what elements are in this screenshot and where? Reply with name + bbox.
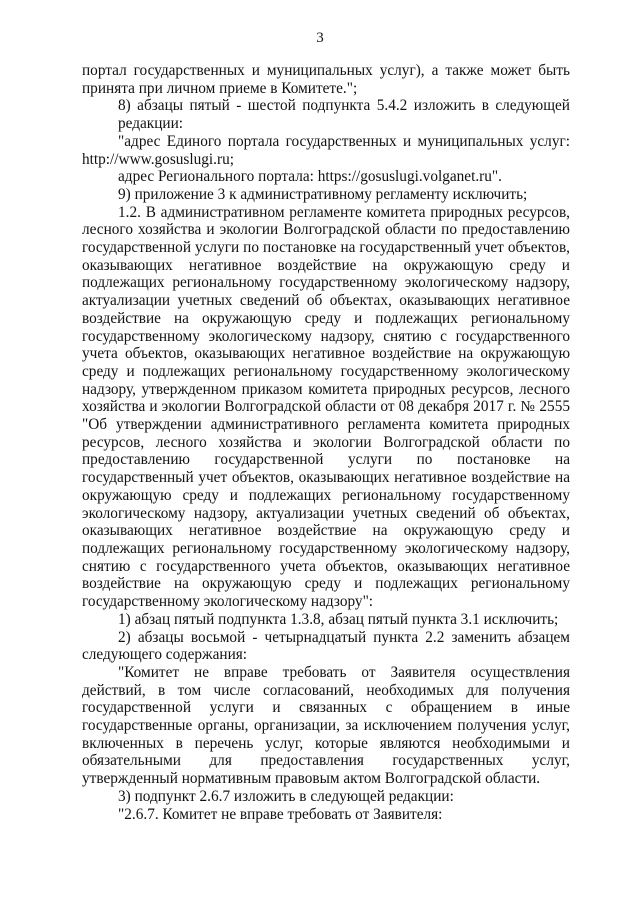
- paragraph-item-8: 8) абзацы пятый - шестой подпункта 5.4.2 изложить в следующей редакции:: [118, 97, 570, 133]
- paragraph-unified-portal-address: "адрес Единого портала государственных и муниципальных услуг: http://www.gosuslugi.ru;: [82, 132, 570, 168]
- paragraph-subitem-3: 3) подпункт 2.6.7 изложить в следующей редакции:: [118, 787, 454, 805]
- paragraph-regional-portal-address: адрес Регионального портала: https://gosuslugi.volganet.ru".: [118, 168, 502, 186]
- paragraph-portal-continuation: портал государственных и муниципальных услуг), а также может быть принята при личном приеме в Комитете.";: [82, 62, 570, 97]
- paragraph-quoted-committee-rule: "Комитет не вправе требовать от Заявителя осуществления действий, в том числе согласований, необходимых для получения государственной услуги и связанных с обращением в иные государственные органы, организации, за исключением получения услуг, включенных в перечень услуг, которые являются необходимыми и обязательными для предоставления государственных услуг, утвержденный нормативным правовым актом Волгоградской области.: [82, 663, 570, 788]
- page-number: 3: [316, 30, 324, 46]
- paragraph-subitem-1: 1) абзац пятый подпункта 1.3.8, абзац пятый пункта 3.1 исключить;: [118, 610, 559, 628]
- paragraph-quoted-2-6-7: "2.6.7. Комитет не вправе требовать от Заявителя:: [118, 805, 443, 823]
- document-body: [82, 62, 570, 823]
- paragraph-subitem-2: 2) абзацы восьмой - четырнадцатый пункта 2.2 заменить абзацем следующего содержания:: [82, 628, 570, 664]
- paragraph-item-9: 9) приложение 3 к административному регламенту исключить;: [118, 185, 528, 203]
- paragraph-section-1-2: 1.2. В административном регламенте комитета природных ресурсов, лесного хозяйства и экологии Волгоградской области по предоставлению государственной услуги по постановке на государственный учет объектов, оказывающих негативное воздействие на окружающую среду и подлежащих региональному государственному экологическому надзору, актуализации учетных сведений об объектах, оказывающих негативное воздействие на окружающую среду и подлежащих региональному государственному экологическому надзору, снятию с государственного учета объектов, оказывающих негативное воздействие на окружающую среду и подлежащих региональному государственному экологическому надзору, утвержденном приказом комитета природных ресурсов, лесного хозяйства и экологии Волгоградской области от 08 декабря 2017 г. № 2555 "Об утверждении административного регламента комитета природных ресурсов, лесного хозяйства и экологии Волгоградской области по предоставлению государственной услуги по постановке на государственный учет объектов, оказывающих негативное воздействие на окружающую среду и подлежащих региональному государственному экологическому надзору, актуализации учетных сведений об объектах, оказывающих негативное воздействие на окружающую среду и подлежащих региональному государственному экологическому надзору, снятию с государственного учета объектов, оказывающих негативное воздействие на окружающую среду и подлежащих региональному государственному экологическому надзору":: [82, 203, 570, 611]
